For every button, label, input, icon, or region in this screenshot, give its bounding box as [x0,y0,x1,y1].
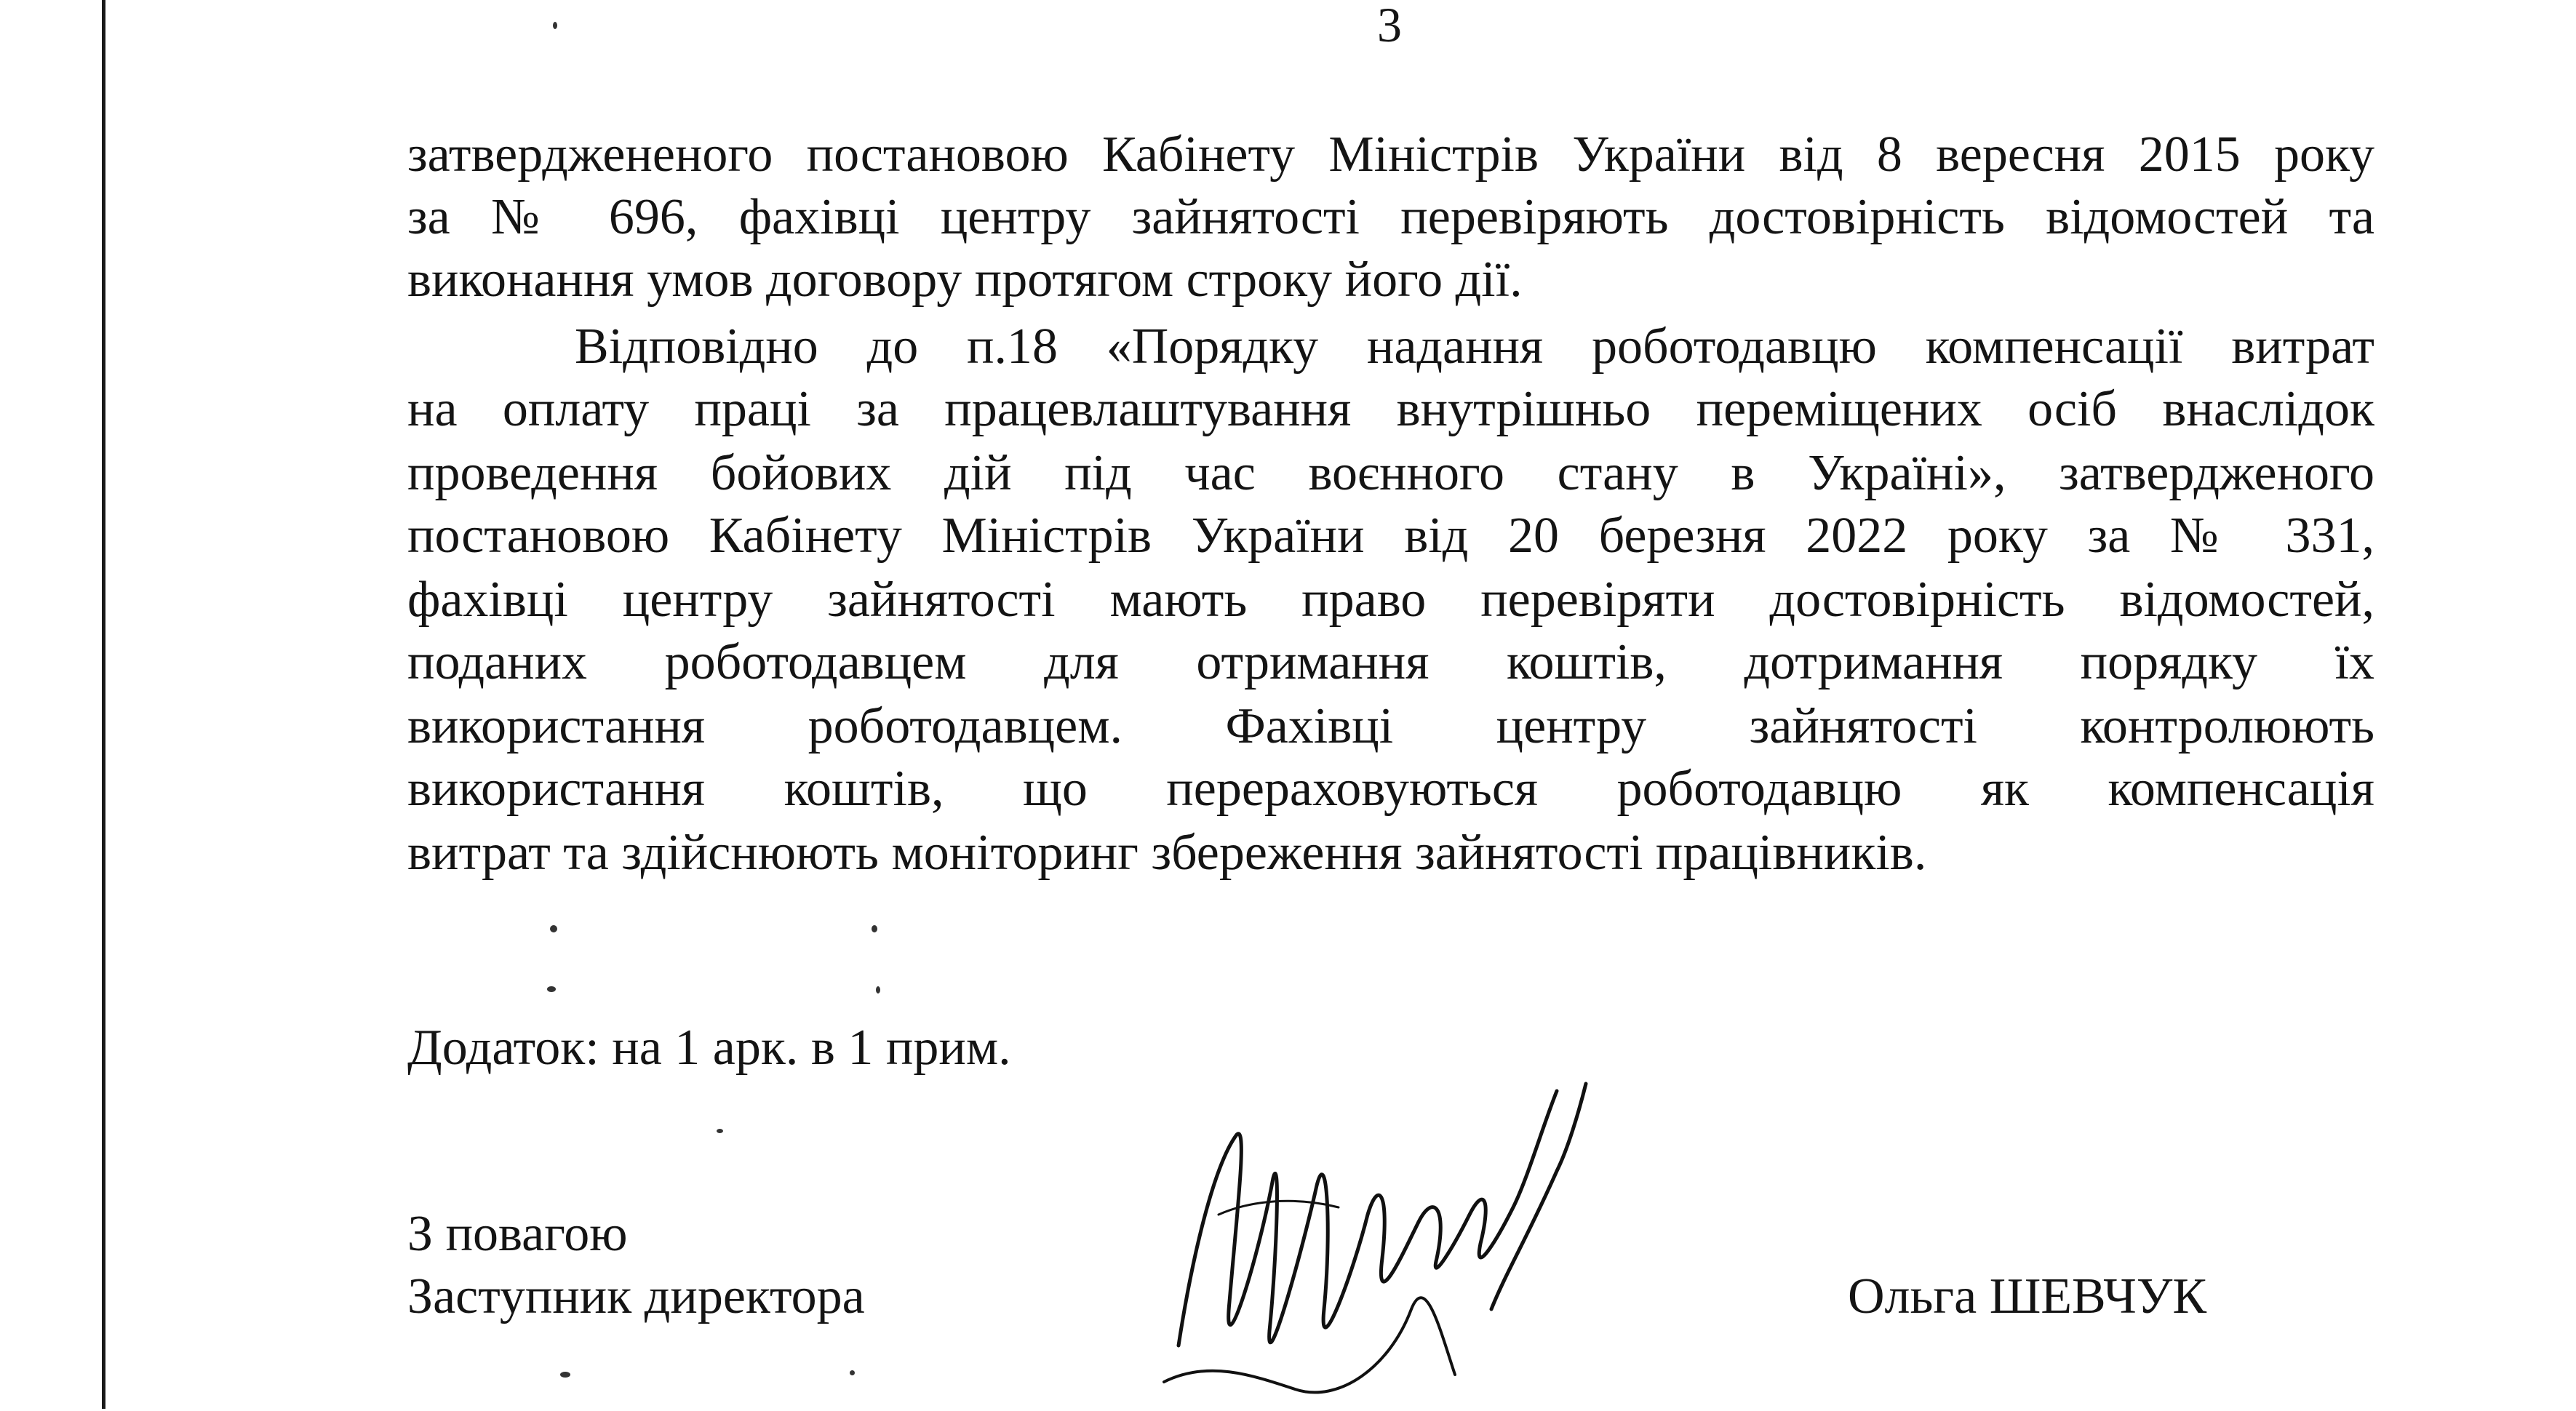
scan-speck [553,22,557,29]
paragraph-line: постановою Кабінету Міністрів України від 20 березня 2022 року за № 331, [407,508,2374,564]
paragraph-line: використання коштів, що перераховуються роботодавцю як компенсація [407,761,2374,817]
page-number: 3 [1377,0,1402,52]
scan-speck [560,1372,570,1378]
paragraph-line: виконання умов договору протягом строку його дії. [407,252,1523,308]
paragraph-line: затверджененого постановою Кабінету Міністрів України від 8 вересня 2015 року [407,127,2374,183]
paragraph-line: на оплату праці за працевлаштування внутрішньо переміщених осіб внаслідок [407,381,2374,437]
paragraph-line: витрат та здійснюють моніторинг збереження зайнятості працівників. [407,825,1927,881]
signer-position: Заступник директора [407,1268,865,1324]
paragraph-line: Відповідно до п.18 «Порядку надання роботодавцю компенсації витрат [575,319,2374,375]
paragraph-line: за № 696, фахівці центру зайнятості перевіряють достовірність відомостей та [407,189,2374,245]
paragraph-line: використання роботодавцем. Фахівці центру зайнятості контролюють [407,698,2374,754]
paragraph-line: поданих роботодавцем для отримання коштів, дотримання порядку їх [407,634,2374,690]
scan-speck [717,1129,723,1133]
paragraph-line: фахівці центру зайнятості мають право перевіряти достовірність відомостей, [407,572,2374,628]
closing-salutation: З повагою [407,1206,628,1262]
signer-name: Ольга ШЕВЧУК [1848,1268,2207,1324]
scan-speck [547,986,556,992]
handwritten-signature [1149,1069,1600,1411]
left-margin-rule [102,0,105,1409]
scan-speck [876,986,880,994]
scan-speck [872,925,877,932]
scan-speck [850,1370,855,1375]
scan-speck [550,925,557,932]
paragraph-line: проведення бойових дій під час воєнного стану в Україні», затвердженого [407,445,2374,501]
attachment-note: Додаток: на 1 арк. в 1 прим. [407,1020,1011,1076]
